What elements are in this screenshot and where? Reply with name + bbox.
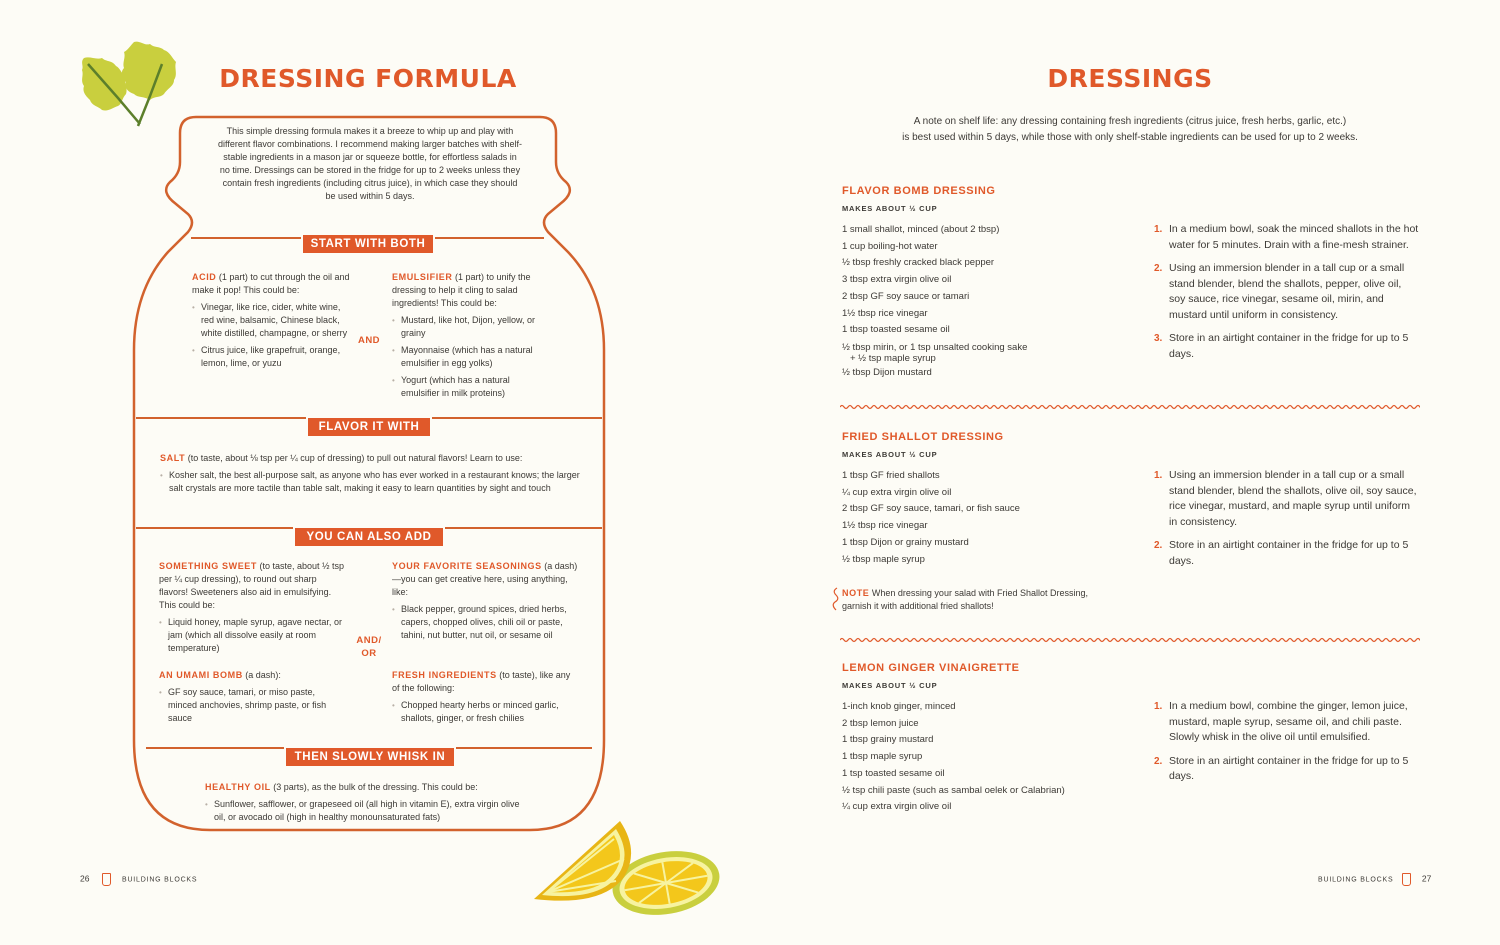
ingredient: 1 tbsp toasted sesame oil (842, 324, 950, 336)
recipe-yield: MAKES ABOUT ½ CUP (842, 681, 938, 690)
step: 1. In a medium bowl, soak the minced shallots in the hot water for 5 minutes. Drain with a fine-mesh strainer. (1154, 223, 1419, 251)
page-number: 27 (1421, 873, 1432, 884)
recipe-title: FLAVOR BOMB DRESSING (842, 185, 996, 197)
ingredient: 1 small shallot, minced (about 2 tbsp) (842, 224, 1000, 235)
umami-label: AN UMAMI BOMB (159, 670, 243, 680)
step-text: Store in an airtight container in the fridge for up to 5 days. (1169, 539, 1409, 567)
ingredient: ¼ cup extra virgin olive oil (842, 486, 952, 498)
list-item: • Mustard, like hot, Dijon, yellow, or grainy (392, 314, 550, 340)
section-band-start: START WITH BOTH (303, 235, 433, 253)
connector-text: OR (361, 648, 377, 659)
ingredient: 1 tbsp Dijon or grainy mustard (842, 536, 969, 548)
section-band-also: YOU CAN ALSO ADD (295, 528, 443, 546)
section-band-flavor: FLAVOR IT WITH (308, 418, 430, 436)
wavy-divider (840, 403, 1420, 411)
footer-section: BUILDING BLOCKS (1318, 876, 1394, 884)
ingredient: ½ tbsp maple syrup (842, 553, 925, 565)
note-text: When dressing your salad with Fried Shallot Dressing, garnish it with additional fried shallots! (842, 588, 1089, 611)
sweet-desc: (to taste, about ½ tsp per ¼ cup dressing), to round out sharp flavors! Sweeteners also aid in emulsifying. This could be: (159, 561, 345, 610)
ingredient: 2 tbsp lemon juice (842, 717, 919, 729)
ingredient: ½ tbsp freshly cracked black pepper (842, 257, 995, 269)
step-text: Store in an airtight container in the fridge for up to 5 days. (1169, 332, 1409, 360)
emulsifier-block (392, 271, 550, 404)
right-page (750, 0, 1500, 945)
page-title: DRESSING FORMULA (219, 64, 517, 93)
ingredient: 1 tbsp GF fried shallots (842, 470, 940, 481)
fresh-label: FRESH INGREDIENTS (392, 670, 497, 680)
recipe-note (842, 587, 1092, 613)
ingredient-list (842, 468, 1122, 568)
footer-section: BUILDING BLOCKS (121, 876, 198, 884)
umami-desc: (a dash): (242, 670, 281, 680)
salt-desc: (to taste, about ⅛ tsp per ¼ cup of dressing) to pull out natural flavors! Learn to use: (185, 453, 523, 463)
ingredient: 1½ tbsp rice vinegar (842, 520, 928, 532)
ingredient: 1-inch knob ginger, minced (842, 701, 956, 712)
oil-block (205, 781, 525, 828)
note-line: A note on shelf life: any dressing containing fresh ingredients (citrus juice, fresh herbs, garlic, etc.) (913, 116, 1347, 127)
fresh-block (392, 669, 580, 729)
step-text: In a medium bowl, combine the ginger, lemon juice, mustard, maple syrup, sesame oil, and chili paste. Slowly whisk in the olive oil until emulsified. (1169, 700, 1408, 743)
emulsifier-label: EMULSIFIER (392, 272, 453, 282)
ingredient: + ½ tsp maple syrup (850, 352, 936, 364)
seasonings-desc: (a dash)—you can get creative here, using anything, like: (392, 561, 578, 597)
step: 2. Using an immersion blender in a tall cup or a small stand blender, blend the shallots, pepper, olive oil, soy sauce, rice vinegar, sesame oil, mirin, and mustard until uniform in consistency. (1154, 262, 1405, 321)
recipe-yield: MAKES ABOUT ½ CUP (842, 450, 938, 459)
list-item: • Yogurt (which has a natural emulsifier in milk proteins) (392, 374, 550, 400)
acid-label: ACID (192, 272, 217, 282)
ingredient: 3 tbsp extra virgin olive oil (842, 274, 952, 286)
list-item: • Chopped hearty herbs or minced garlic, shallots, ginger, or fresh chilies (392, 699, 580, 725)
step-list (1154, 699, 1420, 793)
umami-block (159, 669, 345, 729)
connector-and: AND (357, 335, 381, 346)
ingredient: ½ tbsp Dijon mustard (842, 366, 932, 378)
ingredient-list (842, 699, 1122, 816)
recipe-title: FRIED SHALLOT DRESSING (842, 431, 1004, 443)
connector-text: AND/ (356, 635, 382, 646)
section-band-whisk: THEN SLOWLY WHISK IN (286, 748, 454, 766)
list-item: • Sunflower, safflower, or grapeseed oil (all high in vitamin E), extra virgin olive oil, or avocado oil (high in healthy monounsaturated fats) (205, 798, 525, 824)
seasonings-label: YOUR FAVORITE SEASONINGS (392, 561, 542, 571)
list-item: • Liquid honey, maple syrup, agave nectar, or jam (which all dissolve easily at room temperature) (159, 616, 345, 655)
ingredient: 1 cup boiling-hot water (842, 240, 938, 252)
oil-label: HEALTHY OIL (205, 782, 271, 792)
note-label: NOTE (842, 588, 870, 598)
ingredient: ½ tsp chili paste (such as sambal oelek or Calabrian) (842, 784, 1065, 796)
jar-icon (1402, 873, 1411, 886)
ingredient: 1½ tbsp rice vinegar (842, 307, 928, 319)
connector-and-or (349, 634, 389, 660)
list-item: • Black pepper, ground spices, dried herbs, capers, chopped olives, chili oil or paste, tahini, nut butter, nut oil, or sesame oil (392, 603, 580, 642)
ingredient: ¼ cup extra virgin olive oil (842, 801, 952, 813)
recipe-title: LEMON GINGER VINAIGRETTE (842, 662, 1020, 674)
footer-right (1318, 873, 1431, 886)
wavy-divider (840, 636, 1420, 644)
list-item: • Kosher salt, the best all-purpose salt, as anyone who has ever worked in a restaurant knows; the larger salt crystals are more tactile than table salt, making it easy to learn quantities by sight and touch (160, 469, 582, 495)
list-item: • Mayonnaise (which has a natural emulsifier in egg yolks) (392, 344, 550, 370)
footer-left (80, 873, 197, 886)
step-text: In a medium bowl, soak the minced shallots in the hot water for 5 minutes. Drain with a fine-mesh strainer. (1169, 223, 1419, 251)
seasonings-block (392, 560, 580, 646)
list-item: • Citrus juice, like grapefruit, orange, lemon, lime, or yuzu (192, 344, 350, 370)
acid-block (192, 271, 350, 374)
step-list (1154, 468, 1420, 577)
fresh-desc: (to taste), like any of the following: (392, 670, 571, 693)
list-item: • GF soy sauce, tamari, or miso paste, minced anchovies, shrimp paste, or fish sauce (159, 686, 345, 725)
ingredient-list (842, 222, 1122, 382)
step-list (1154, 222, 1420, 370)
step: 1. Using an immersion blender in a tall cup or a small stand blender, blend the shallots, olive oil, soy sauce, rice vinegar, mustard, and maple syrup until uniform in consistency. (1154, 469, 1417, 528)
acid-desc: (1 part) to cut through the oil and make it pop! This could be: (192, 272, 350, 295)
recipe-yield: MAKES ABOUT ½ CUP (842, 204, 938, 213)
sweet-block (159, 560, 345, 659)
page-number: 26 (80, 873, 90, 884)
step-text: Using an immersion blender in a tall cup or a small stand blender, blend the shallots, olive oil, soy sauce, rice vinegar, mustard, and maple syrup until uniform in consistency. (1169, 469, 1417, 528)
jar-icon (102, 873, 111, 886)
oil-desc: (3 parts), as the bulk of the dressing. This could be: (270, 782, 478, 792)
note-line: is best used within 5 days, while those with only shelf-stable ingredients can be used for up to 2 weeks. (902, 132, 1358, 143)
ingredient: 1 tsp toasted sesame oil (842, 767, 945, 779)
list-item: • Vinegar, like rice, cider, white wine, red wine, balsamic, Chinese black, white distilled, champagne, or sherry (192, 301, 350, 340)
page-title: DRESSINGS (1047, 64, 1213, 93)
step: 2. Store in an airtight container in the fridge for up to 5 days. (1154, 539, 1409, 567)
lemon-slice-icon (528, 815, 724, 920)
intro-text: This simple dressing formula makes it a breeze to whip up and play with different flavor combinations. I recommend making larger batches with shelf-stable ingredients in a mason jar or squeeze bottle, for effortless salads in no time. Dressings can be stored in the fridge for up to 2 weeks unless they contain fresh ingredients (including citrus juice), in which case they should be used within 5 days. (218, 126, 522, 201)
shelf-life-note (790, 114, 1470, 146)
ingredient: 1 tbsp maple syrup (842, 751, 923, 763)
sweet-label: SOMETHING SWEET (159, 561, 258, 571)
step: 2. Store in an airtight container in the fridge for up to 5 days. (1154, 754, 1409, 782)
emulsifier-desc: (1 part) to unify the dressing to help it cling to salad ingredients! This could be: (392, 272, 531, 308)
ingredient: 2 tbsp GF soy sauce or tamari (842, 290, 970, 302)
ingredient: 2 tbsp GF soy sauce, tamari, or fish sauce (842, 503, 1020, 515)
step: 3. Store in an airtight container in the fridge for up to 5 days. (1154, 332, 1409, 360)
salt-label: SALT (160, 453, 186, 463)
ingredient: 1 tbsp grainy mustard (842, 734, 934, 746)
step: 1. In a medium bowl, combine the ginger, lemon juice, mustard, maple syrup, sesame oil, and chili paste. Slowly whisk in the olive oil until emulsified. (1154, 700, 1408, 743)
ingredient: ½ tbsp mirin, or 1 tsp unsalted cooking sake (842, 341, 1028, 353)
step-text: Using an immersion blender in a tall cup or a small stand blender, blend the shallots, pepper, olive oil, soy sauce, rice vinegar, sesame oil, mirin, and mustard until uniform in consistency. (1169, 262, 1405, 321)
step-text: Store in an airtight container in the fridge for up to 5 days. (1169, 754, 1409, 782)
salt-block (160, 452, 582, 499)
note-bracket-icon (830, 587, 840, 611)
